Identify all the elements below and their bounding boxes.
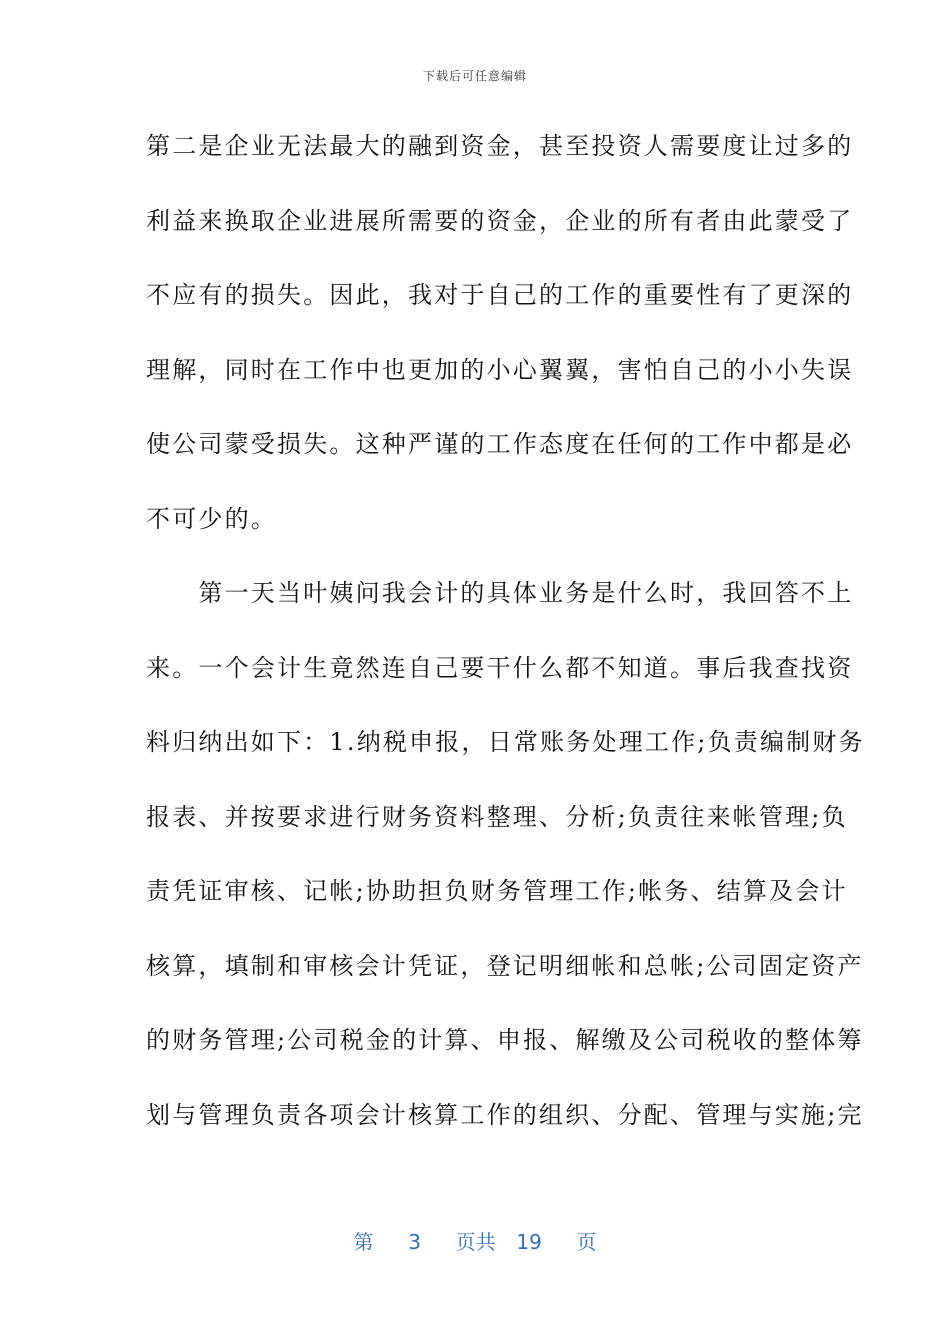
text-line: 第一天当叶姨问我会计的具体业务是什么时，我回答不上 (146, 579, 854, 607)
text-line: 划与管理负责各项会计核算工作的组织、分配、管理与实施;完 (146, 1100, 864, 1129)
text-line: 第二是企业无法最大的融到资金，甚至投资人需要度让过多的 (146, 132, 854, 160)
text-line: 使公司蒙受损失。这种严谨的工作态度在任何的工作中都是必 (146, 430, 854, 458)
text-line: 不应有的损失。因此，我对于自己的工作的重要性有了更深的 (146, 281, 854, 309)
text-line: 料归纳出如下：1.纳税申报，日常账务处理工作;负责编制财务 (146, 728, 865, 756)
text-line: 的财务管理;公司税金的计算、申报、解缴及公司税收的整体筹 (146, 1026, 864, 1054)
text-line: 核算，填制和审核会计凭证，登记明细帐和总帐;公司固定资产 (146, 951, 864, 980)
text-line: 不可少的。 (146, 504, 277, 533)
text-line: 责凭证审核、记帐;协助担负财务管理工作;帐务、结算及会计 (146, 877, 848, 905)
text-line: 来。一个会计生竟然连自己要干什么都不知道。事后我查找资 (146, 653, 854, 682)
page-header: 下载后可任意编辑 (422, 69, 527, 83)
current-page-number: 3 (408, 1230, 421, 1254)
body-text (146, 128, 865, 1171)
total-pages-number: 19 (516, 1230, 542, 1254)
text-line: 利益来换取企业进展所需要的资金，企业的所有者由此蒙受了 (146, 206, 854, 235)
footer-suffix: 页 (576, 1230, 597, 1254)
footer-middle: 页共 (455, 1230, 496, 1254)
footer-prefix: 第 (353, 1230, 374, 1254)
page-footer (0, 1226, 950, 1255)
text-line: 报表、并按要求进行财务资料整理、分析;负责往来帐管理;负 (146, 802, 848, 831)
text-line: 理解，同时在工作中也更加的小心翼翼，害怕自己的小小失误 (146, 355, 854, 384)
